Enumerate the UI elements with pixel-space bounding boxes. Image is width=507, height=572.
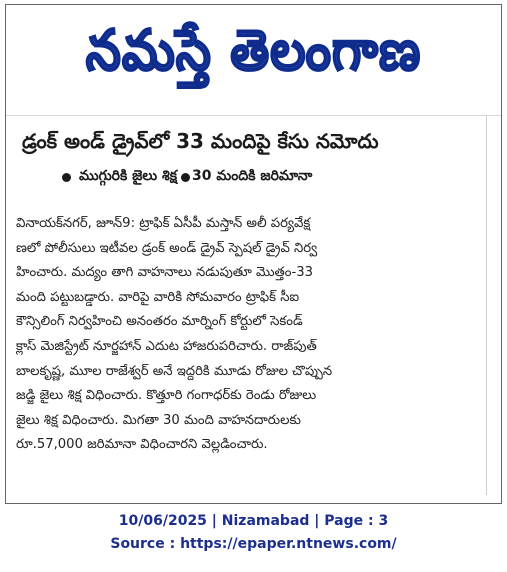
body-line: జైలు శిక్ష విధించారు. మిగతా 30 మంది వాహనదారులకు: [16, 412, 301, 428]
body-line: హించారు. మద్యం తాగి వాహనాలు నడుపుతూ మొత్తం-33: [16, 265, 313, 281]
body-line: జడ్జి జైలు శిక్ష విధించారు. కొత్తూరి గంగాధర్‌కు రెండు రోజులు: [16, 388, 317, 404]
footer-date-edition: 10/06/2025 | Nizamabad | Page : 3: [118, 513, 389, 529]
body-line: రూ.57,000 జరిమానా విధించారని వెల్లడించారు.: [16, 437, 268, 453]
body-line: వినాయక్‌నగర్, జూన్9: ట్రాఫిక్ ఏసీపీ మస్తాన్ అలీ పర్యవేక్ష: [16, 216, 311, 231]
masthead-divider: [6, 115, 501, 116]
column-divider: [486, 115, 487, 495]
footer-source: Source : https://epaper.ntnews.com/: [110, 536, 397, 552]
bullet-icon: [181, 173, 190, 182]
article-headline: డ్రంక్ అండ్ డ్రైవ్‌లో 33 మందిపై కేసు నమోదు: [22, 129, 379, 153]
body-line: ణలో పోలీసులు ఇటీవల డ్రంక్ అండ్ డ్రైవ్ స్పెషల్ డ్రైవ్ నిర్వ: [16, 240, 318, 256]
newspaper-clipping: [5, 4, 502, 504]
body-line: క్లాస్ మెజిస్ట్రేట్ నూర్జహాన్ ఎదుట హాజరుపరిచారు. రాజ్‌పుత్: [16, 338, 317, 354]
body-line: బాలకృష్ణ, మూల రాజేశ్వర్ అనే ఇద్దరికి మూడు రోజుల చొప్పున: [16, 363, 333, 379]
body-line: మంది పట్టుబడ్డారు. వారిపై వారికి సోమవారం ట్రాఫిక్ సీఐ: [16, 289, 300, 305]
article-body: [16, 212, 482, 458]
article-subhead: [60, 168, 312, 187]
subhead-jail: ముగ్గురికి జైలు శిక్ష: [79, 168, 178, 184]
bullet-icon: [62, 173, 71, 182]
masthead-title: నమస్తే తెలంగాణ: [85, 17, 422, 83]
subhead-fine: 30 మందికి జరిమానా: [192, 168, 313, 184]
clipped-text-remnant: [16, 497, 396, 503]
clipping-footer: [0, 510, 507, 556]
masthead: [6, 5, 501, 109]
body-line: కౌన్సిలింగ్ నిర్వహించి అనంతరం మార్నింగ్ కోర్టులో సెకండ్: [16, 314, 303, 330]
